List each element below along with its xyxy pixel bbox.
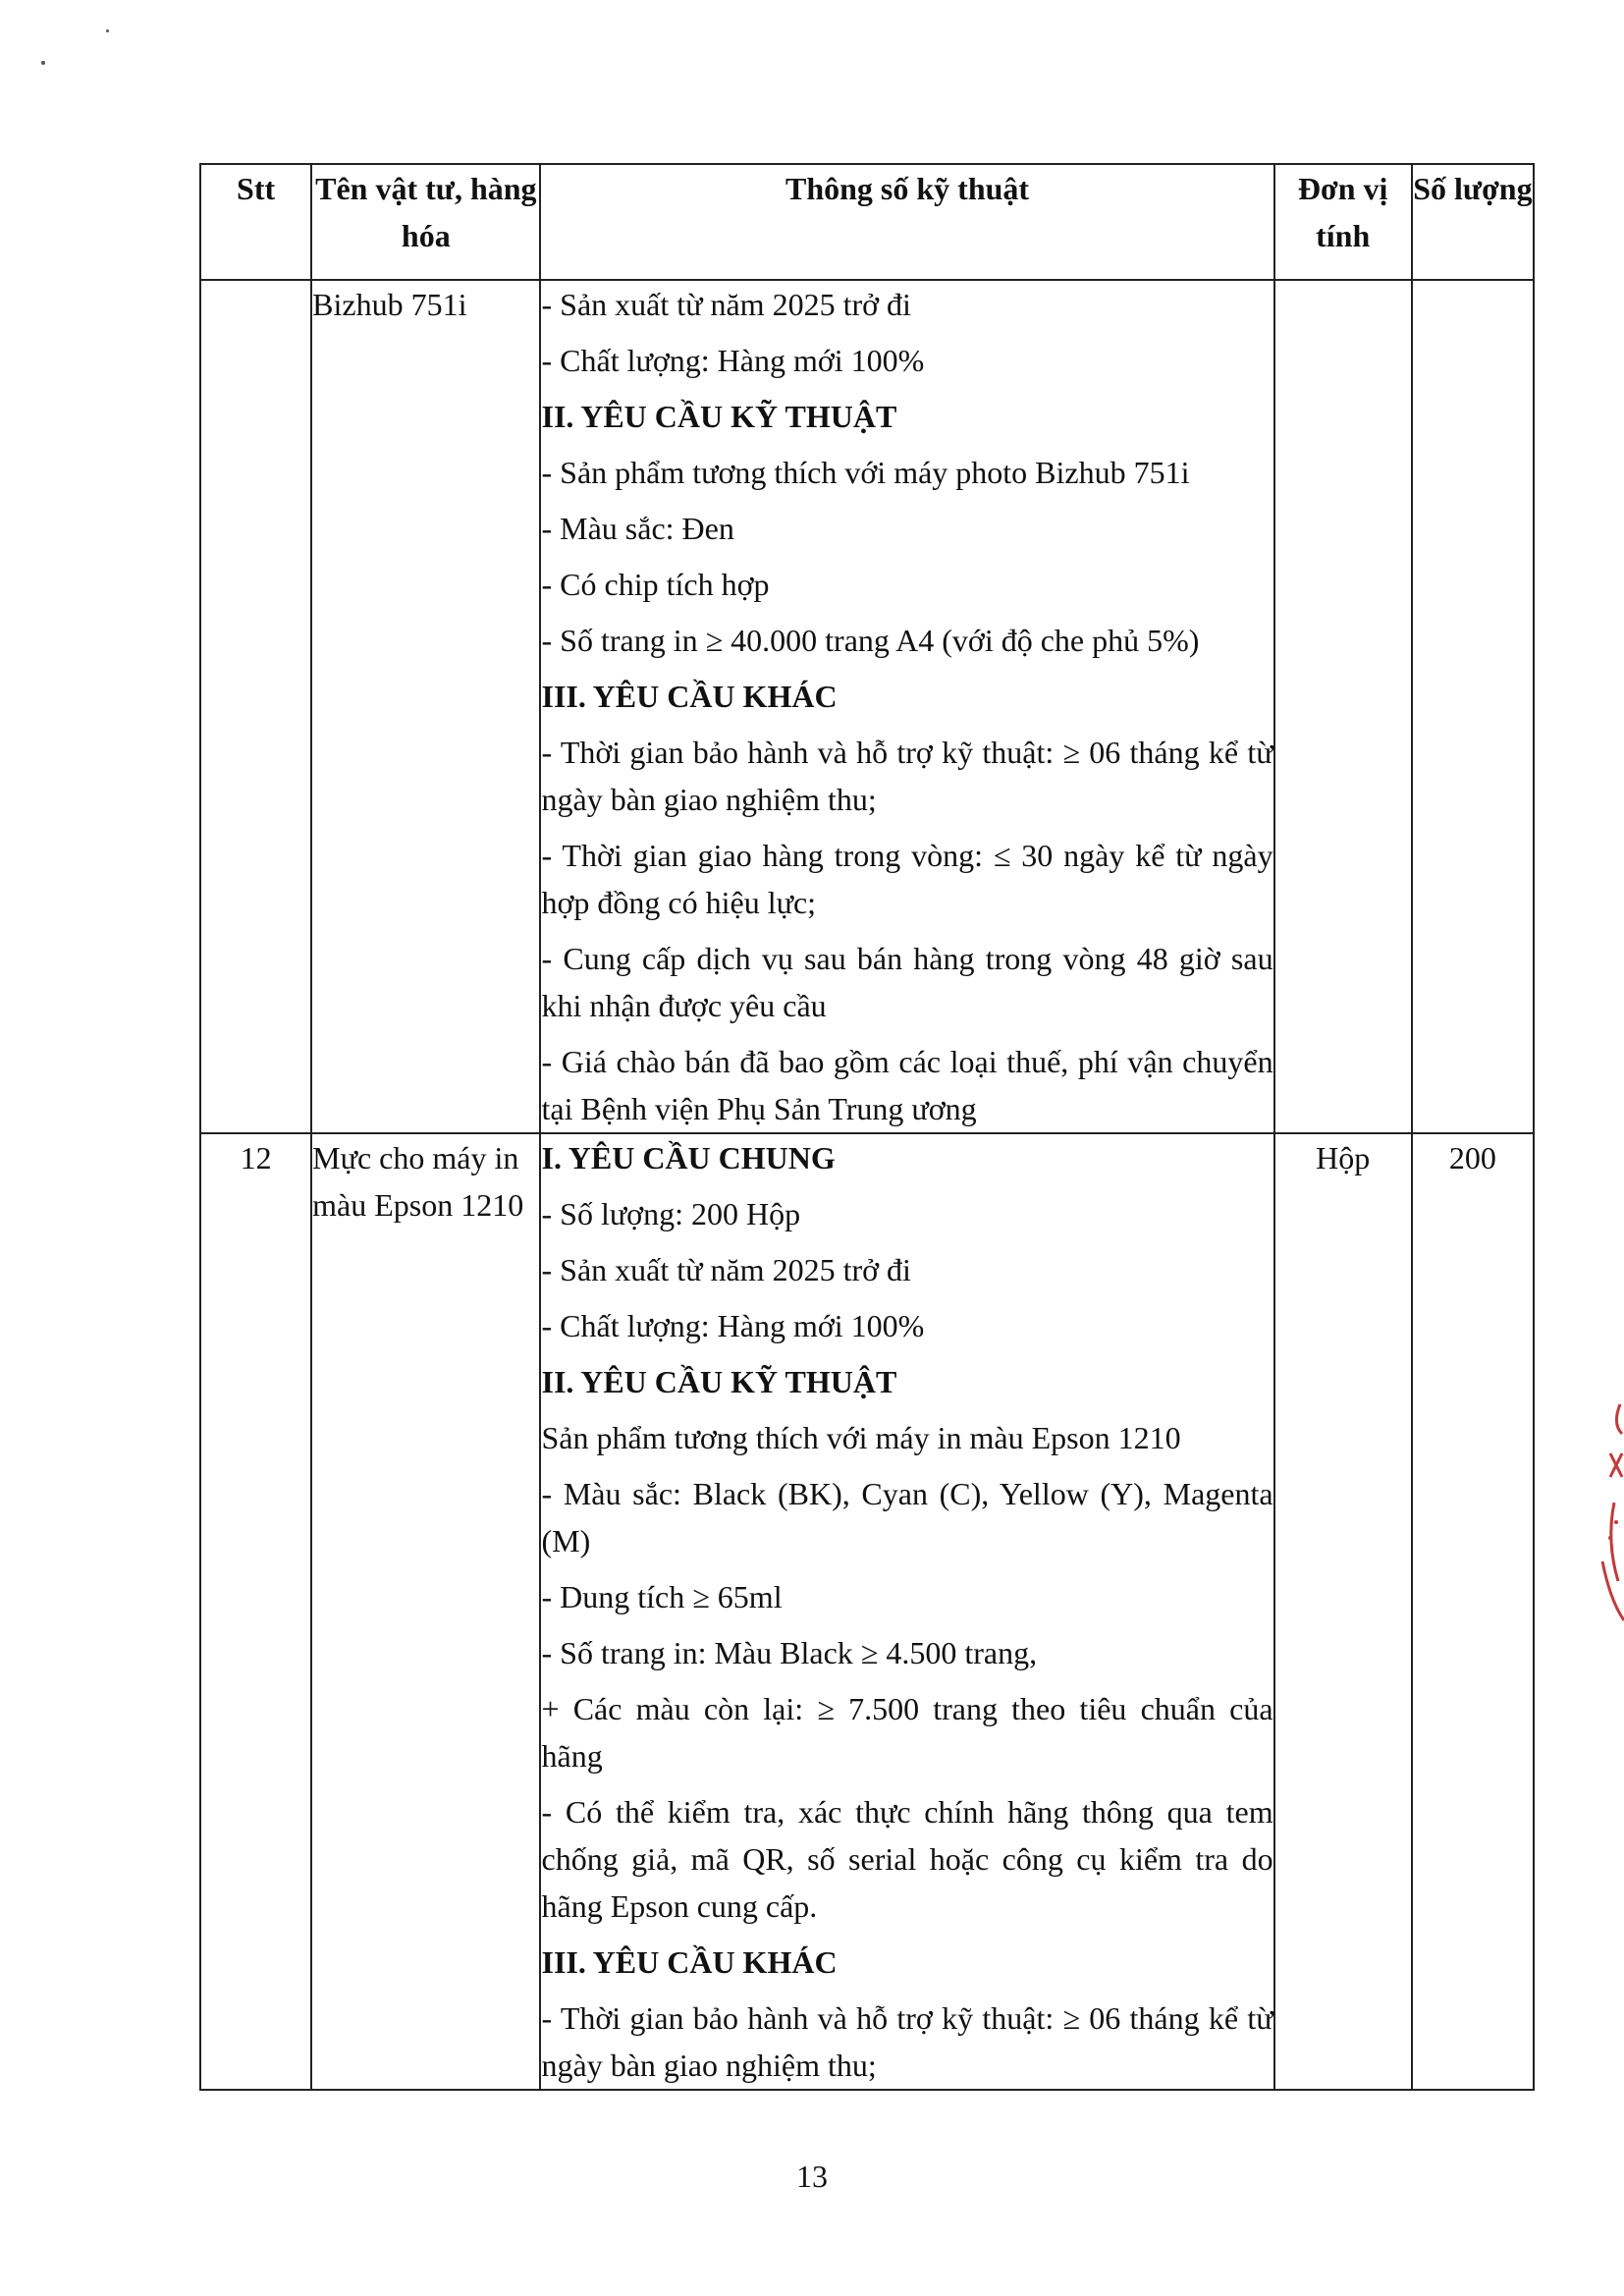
spec-line: - Sản xuất từ năm 2025 trở đi (541, 1252, 911, 1287)
spec-line: - Cung cấp dịch vụ sau bán hàng trong vòng 48 giờ sau khi nhận được yêu cầu (541, 941, 1273, 1023)
spec-line: - Có chip tích hợp (541, 567, 770, 602)
row-item-name: Bizhub 751i (311, 280, 540, 1133)
header-unit: Đơn vị tính (1274, 164, 1412, 280)
row-unit: Hộp (1274, 1133, 1412, 2090)
spec-line: + Các màu còn lại: ≥ 7.500 trang theo tiêu chuẩn của hãng (541, 1691, 1273, 1774)
spec-line: - Có thể kiểm tra, xác thực chính hãng thông qua tem chống giả, mã QR, số serial hoặc công cụ kiểm tra do hãng Epson cung cấp. (541, 1794, 1273, 1924)
spec-line: - Sản phẩm tương thích với máy photo Bizhub 751i (541, 455, 1190, 490)
spec-section-heading: I. YÊU CẦU CHUNG (541, 1140, 836, 1175)
specification-table (199, 163, 1535, 2091)
spec-line: - Sản xuất từ năm 2025 trở đi (541, 287, 911, 322)
spec-line: - Thời gian bảo hành và hỗ trợ kỹ thuật: ≥ 06 tháng kể từ ngày bàn giao nghiệm thu; (541, 2000, 1273, 2083)
spec-line: - Số trang in ≥ 40.000 trang A4 (với độ che phủ 5%) (541, 623, 1200, 658)
row-stt (200, 280, 311, 1133)
scan-speck (41, 61, 45, 65)
spec-line: - Thời gian bảo hành và hỗ trợ kỹ thuật: ≥ 06 tháng kể từ ngày bàn giao nghiệm thu; (541, 735, 1273, 817)
header-specification: Thông số kỹ thuật (540, 164, 1273, 280)
header-quantity: Số lượng (1412, 164, 1534, 280)
table-row (200, 280, 1534, 1133)
spec-section-heading: III. YÊU CẦU KHÁC (541, 1944, 838, 1980)
spec-line: - Màu sắc: Black (BK), Cyan (C), Yellow (Y), Magenta (M) (541, 1476, 1273, 1558)
table-row (200, 1133, 1534, 2090)
page-number: 13 (796, 2159, 828, 2194)
spec-line: Sản phẩm tương thích với máy in màu Epson 1210 (541, 1420, 1181, 1455)
header-item-name: Tên vật tư, hàng hóa (311, 164, 540, 280)
row-stt: 12 (200, 1133, 311, 2090)
row-specification (540, 280, 1273, 1133)
spec-line: - Thời gian giao hàng trong vòng: ≤ 30 ngày kể từ ngày hợp đồng có hiệu lực; (541, 838, 1273, 920)
row-unit (1274, 280, 1412, 1133)
spec-section-heading: II. YÊU CẦU KỸ THUẬT (541, 399, 897, 434)
spec-line: - Chất lượng: Hàng mới 100% (541, 1308, 925, 1343)
margin-seal-fragment (1585, 1394, 1624, 1650)
row-quantity: 200 (1412, 1133, 1534, 2090)
row-quantity (1412, 280, 1534, 1133)
spec-line: - Số lượng: 200 Hộp (541, 1196, 801, 1231)
scan-speck (106, 29, 109, 32)
spec-line: - Màu sắc: Đen (541, 511, 734, 546)
spec-section-heading: II. YÊU CẦU KỸ THUẬT (541, 1364, 897, 1399)
spec-line: - Giá chào bán đã bao gồm các loại thuế, phí vận chuyển tại Bệnh viện Phụ Sản Trung ương (541, 1044, 1273, 1126)
spec-section-heading: III. YÊU CẦU KHÁC (541, 679, 838, 714)
header-stt: Stt (200, 164, 311, 280)
row-specification (540, 1133, 1273, 2090)
spec-line: - Chất lượng: Hàng mới 100% (541, 343, 925, 378)
spec-line: - Số trang in: Màu Black ≥ 4.500 trang, (541, 1635, 1038, 1670)
spec-line: - Dung tích ≥ 65ml (541, 1579, 783, 1614)
row-item-name: Mực cho máy in màu Epson 1210 (311, 1133, 540, 2090)
table-header-row (200, 164, 1534, 280)
